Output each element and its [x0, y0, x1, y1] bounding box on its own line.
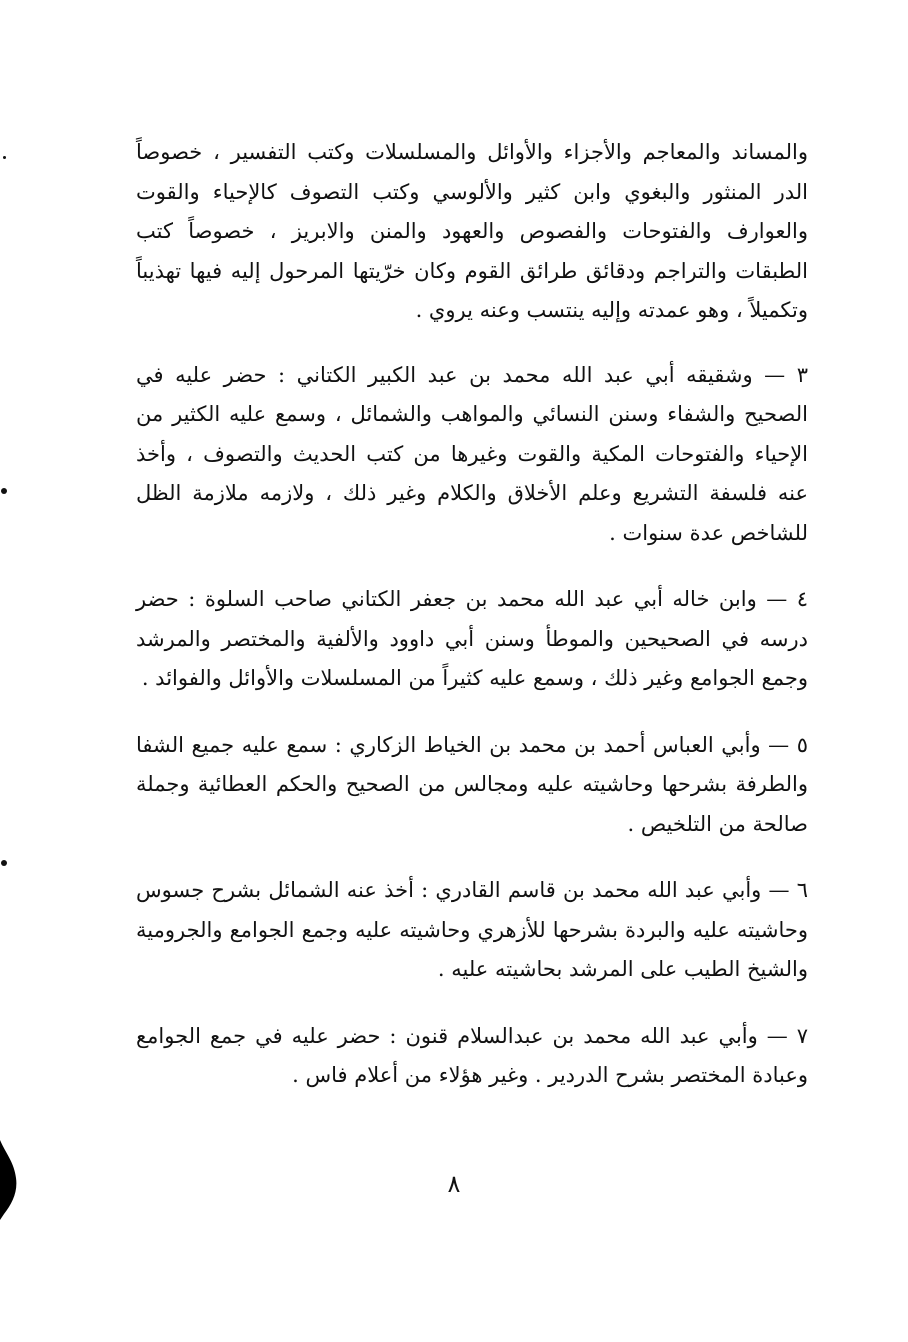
paragraph-item-7: ٧ — وأبي عبد الله محمد بن عبدالسلام قنون : حضر عليه في جمع الجوامع وعبادة المختصر بشرح الدردير . وغير هؤلاء من أعلام فاس . [136, 1023, 808, 1087]
paragraph-item-4: ٤ — وابن خاله أبي عبد الله محمد بن جعفر الكتاني صاحب السلوة : حضر درسه في الصحيحين والموطأ وسنن أبي داوود والألفية والمختصر والمرشد وجمع الجوامع وغير ذلك ، وسمع عليه كثيراً من المسلسلات والأوائل والفوائد . [136, 587, 808, 690]
scan-speck [3, 156, 6, 159]
scan-speck [1, 860, 7, 866]
page-number: ٨ [447, 1170, 461, 1198]
paragraph-item-3: ٣ — وشقيقه أبي عبد الله محمد بن عبد الكبير الكتاني : حضر عليه في الصحيح والشفاء وسنن النسائي والمواهب والشمائل ، وسمع عليه الكثير من الإحياء والفتوحات المكية والقوت وغيرها من كتب الحديث والتصوف ، وأخذ عنه فلسفة التشريع وعلم الأخلاق والكلام وغير ذلك ، ولازمه ملازمة الظل للشاخص عدة سنوات . [136, 362, 808, 545]
paragraph-item-6: ٦ — وأبي عبد الله محمد بن قاسم القادري : أخذ عنه الشمائل بشرح جسوس وحاشيته عليه والبردة بشرحها للأزهري وحاشيته عليه وجمع الجوامع والجرومية والشيخ الطيب على المرشد بحاشيته عليه . [136, 878, 808, 981]
paragraph-item-5: ٥ — وأبي العباس أحمد بن محمد بن الخياط الزكاري : سمع عليه جميع الشفا والطرفة بشرحها وحاشيته عليه ومجالس من الصحيح والحكم العطائية وجملة صالحة من التلخيص . [136, 732, 808, 836]
scan-speck [1, 488, 7, 494]
body-text [136, 133, 808, 1123]
paragraph-continuation: والمساند والمعاجم والأجزاء والأوائل والمسلسلات وكتب التفسير ، خصوصاً الدر المنثور والبغوي وابن كثير والألوسي وكتب التصوف كالإحياء والقوت والعوارف والفتوحات والفصوص والعهود والمنن والابريز ، خصوصاً كتب الطبقات والتراجم ودقائق طرائق القوم وكان خرّيتها المرحول إليه فيها تهذيباً وتكميلاً ، وهو عمدته وإليه ينتسب وعنه يروي . [136, 140, 808, 322]
